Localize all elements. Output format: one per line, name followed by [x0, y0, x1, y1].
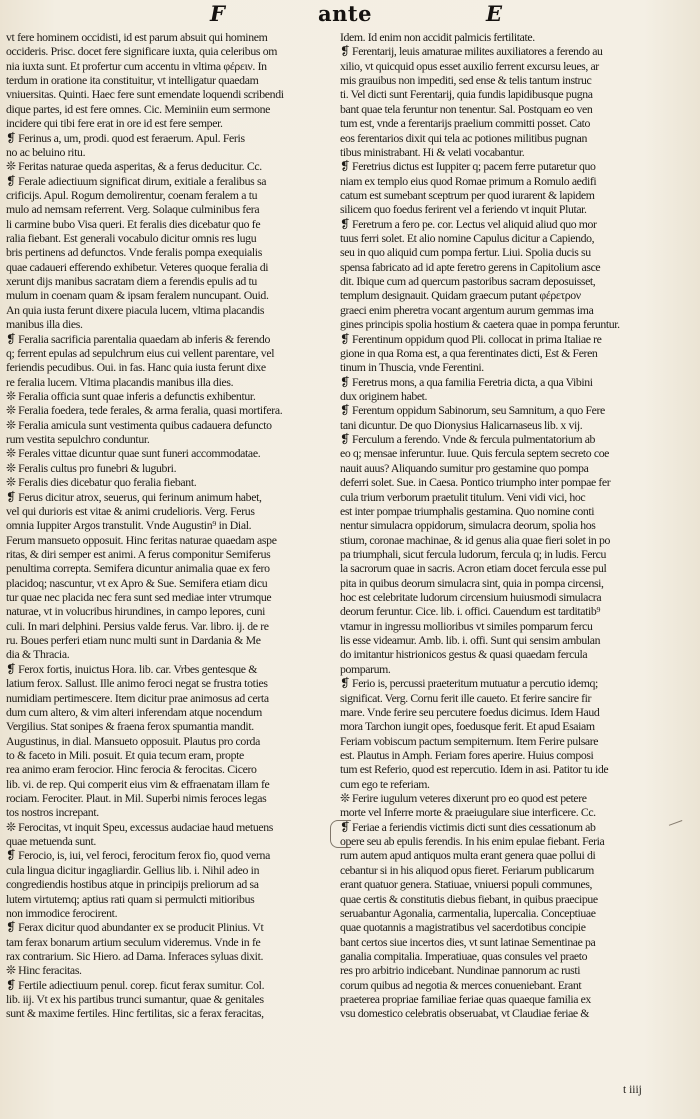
right-column-line: stium, coronae machinae, & id genus alia quae fieri solet in po: [340, 532, 610, 547]
left-column-line: dum cum altero, & vim alteri inferendam atque nocendum: [6, 704, 262, 719]
right-column-line: quae certis & constitutis diebus fiebant, in quibus praecipue: [340, 891, 598, 906]
left-column-line: ❊ Feralis dies dicebatur quo feralia fiebant.: [6, 475, 197, 490]
left-column-line: vniuersitas. Quinti. Haec fere sunt emendate loquendi scribendi: [6, 87, 284, 102]
signature-mark: t iiij: [623, 1084, 642, 1096]
right-column-line: ❊ Ferire iugulum veteres dixerunt pro eo quod est petere: [340, 791, 587, 806]
right-column-line: est. Plautus in Amph. Feriam fores aperire. Huius composi: [340, 747, 594, 762]
right-column-line: tuus ferri solet. Et alio nomine Capulus dicitur a Capiendo,: [340, 231, 595, 246]
right-column-line: graeci enim pheretra vocant argentum aurum gemmas ima: [340, 302, 594, 317]
right-column-line: tum est, vnde a ferentarijs praelium committi posset. Cato: [340, 116, 591, 131]
left-column-line: rociam. Ferociter. Plaut. in Mil. Superbi nimis feroces legas: [6, 791, 267, 806]
left-column-line: ❡ Ferinus a, um, prodi. quod est feraerum. Apul. Feris: [6, 130, 245, 145]
left-column-line: terdum in oratione ita constituitur, vt intelligatur quaedam: [6, 73, 259, 88]
left-column-line: to & faceto in Mili. posuit. Et quia tecum eram, propte: [6, 747, 244, 762]
right-column-line: pa triumphali, sicut fercula ludorum, fercula q; in ludis. Fercu: [340, 546, 606, 561]
right-column-line: ti. Vel dicti sunt Ferentarij, quia fundis lapidibusque pugna: [340, 87, 593, 102]
right-column-line: eos ferentarios dixit qui tela ac potiones militibus pugnan: [340, 130, 588, 145]
right-column-line: vsu domestico celebratis obseruabat, vt Claudiae feriae &: [340, 1006, 590, 1021]
handwritten-bracket-mark: [330, 820, 351, 848]
right-column-line: templum designauit. Quidam graecum putant φέρετρον: [340, 288, 581, 303]
running-head-letter-left: F: [210, 1, 225, 26]
right-column-line: quae quotannis a magistratibus vel sacerdotibus concipie: [340, 920, 586, 935]
right-column-line: res pro arbitrio indicebant. Nundinae pannorum ac rusti: [340, 963, 581, 978]
right-column-line: do imitantur histrionicos gestus & quasi quaedam fercula: [340, 647, 588, 662]
left-column-line: quae metuenda sunt.: [6, 834, 96, 849]
left-column-line: lutem virtutemq; aptius rati quam si permulcti mitioribus: [6, 891, 255, 906]
left-column-line: incidere qui tibi fere erat in ore id est fere semper.: [6, 116, 223, 131]
left-column-line: re feralia lucem. Vltima placandis manibus illa dies.: [6, 374, 234, 389]
right-column-line: nentur simulacra oppidorum, simulacra deorum, spolia hos: [340, 518, 596, 533]
right-column-line: mora Tarchon iungit opes, foedusque ferit. Et apud Esaiam: [340, 719, 595, 734]
right-column-line: cula trium verborum praetulit titulum. Veni vidi vici, hoc: [340, 489, 586, 504]
left-column-line: ❡ Fertile adiectiuum penul. corep. ficut ferax sumitur. Col.: [6, 977, 265, 992]
right-column-line: rum autem apud antiquos multa erant genera quae pollui di: [340, 848, 596, 863]
left-column-line: non immodice ferocirent.: [6, 905, 118, 920]
right-column-line: ❡ Feretrus mons, a qua familia Feretria dicta, a qua Vibini: [340, 374, 593, 389]
left-column-line: li carmine bubo Visa queri. Et feralis dies dicebatur quo fe: [6, 216, 261, 231]
running-head-title: ante: [318, 1, 372, 26]
right-column-line: bant certos siue incertos dies, vt sunt latinae Sementinae pa: [340, 934, 596, 949]
left-column-line: lib. vi. de rep. Qui comperit eius vim & effraenatam illam fe: [6, 776, 270, 791]
left-column-line: penultima correpta. Semifera dicuntur animalia quae ex fero: [6, 561, 270, 576]
left-column-line: Vergilius. Stat sonipes & fraena ferox spumantia mandit.: [6, 719, 254, 734]
left-column-line: ❡ Ferocio, is, iui, vel feroci, ferocitum ferox fio, quod verna: [6, 848, 270, 863]
left-column-line: lib. iij. Vt ex his partibus trunci sumantur, quae & genitales: [6, 992, 264, 1007]
left-column-line: vt fere hominem occidisti, id est parum absuit qui hominem: [6, 30, 268, 44]
left-column-line: rea animo eram ferocior. Hinc ferocia & ferocitas. Cicero: [6, 762, 257, 777]
right-column-line: lis esse videamur. Amb. lib. i. offi. Sunt qui sensim ambulan: [340, 633, 601, 648]
right-column-line: tani dicuntur. De quo Dionysius Halicarnaseus lib. x vij.: [340, 417, 583, 432]
left-column-line: ❊ Feritas naturae queda asperitas, & a ferus deducitur. Cc.: [6, 159, 262, 174]
right-column-line: bant quae tela feruntur non tenentur. Sal. Postquam eo ven: [340, 101, 593, 116]
left-column-line: feriendis pecudibus. Oui. in fas. Hanc quia iusta ferunt dixe: [6, 360, 266, 375]
right-column-line: xilio, vt quicquid opus esset auxilio ferrent excursu leues, ar: [340, 58, 599, 73]
right-column-line: praeterea propriae familiae feriae quas quaeque familia ex: [340, 992, 591, 1007]
right-column-line: seu in quo aliquid cum pompa fertur. Liui. Spolia ducis su: [340, 245, 591, 260]
right-column-line: seruabantur Agonalia, carmentalia, lupercalia. Conceptiuae: [340, 905, 596, 920]
right-column-line: la sacrorum quae in sacris. Acron etiam docet fercula esse pul: [340, 561, 607, 576]
left-column-line: tam ferax bonarum artium seculum videremus. Vnde in fe: [6, 934, 261, 949]
right-column-line: tibus ministrabant. Hi & velati vocabantur.: [340, 144, 525, 159]
right-column-line: morte vel Inferre morte & praeiugulare siue interficere. Cc.: [340, 805, 596, 820]
right-column-line: ❡ Ferentarij, leuis amaturae milites auxiliatores a ferendo au: [340, 44, 603, 59]
right-column-line: gione in qua Roma est, a qua ferentinates dicti, Est & Feren: [340, 345, 598, 360]
right-column-line: ❡ Feriae a feriendis victimis dicti sunt dies cessationum ab: [340, 819, 596, 834]
left-column-line: Augustinus, in dial. Mansueto opposuit. Plautus pro corda: [6, 733, 260, 748]
right-column-line: gines principis spolia hostium & caetera quae in pompa feruntur.: [340, 317, 620, 332]
right-column-line: deferri solet. Sue. in Caesa. Pontico triumpho inter pompae fer: [340, 475, 611, 490]
right-column-line: tum est Referio, quod est repercutio. Idem in asi. Patitor tu ide: [340, 762, 609, 777]
right-column-line: mare. Vnde ferire seu percutere foedus dicimus. Idem Haud: [340, 704, 600, 719]
left-column-line: naturae, vt in volucribus hirundines, in campo lepores, cuni: [6, 604, 266, 619]
right-column-line: significat. Verg. Cornu ferit ille caueto. Et ferire sancire fir: [340, 690, 592, 705]
left-column-line: dia & Thracia.: [6, 647, 70, 662]
right-column-line: Idem. Id enim non accidit palmicis fertilitate.: [340, 30, 535, 44]
left-text-column: [6, 30, 322, 1021]
right-column-line: cum ego te referiam.: [340, 776, 430, 791]
right-column-line: ganalia compitalia. Imperatiuae, quas consules vel praeto: [340, 949, 588, 963]
left-column-line: numidiam pertimescere. Item dicitur prae animosus ad certa: [6, 690, 269, 705]
right-column-line: Feriam vobiscum pactum sempiternum. Item Ferire pulsare: [340, 733, 599, 748]
left-column-line: sunt & maxime fertiles. Hinc fertilitas, sic a ferax feracitas,: [6, 1006, 264, 1021]
left-column-line: ❡ Ferox fortis, inuictus Hora. lib. car. Vrbes gentesque &: [6, 661, 258, 676]
right-column-line: ❡ Feretrius dictus est Iuppiter q; pacem ferre putaretur quo: [340, 159, 596, 174]
left-column-line: no ac beluino ritu.: [6, 144, 86, 159]
left-column-line: Ferum mansueto opposuit. Hinc feritas naturae quaedam aspe: [6, 532, 277, 547]
right-column-line: ❡ Ferculum a ferendo. Vnde & fercula pulmentatorium ab: [340, 432, 596, 447]
left-column-line: nia iuxta sunt. Et profertur cum accentu in vltima φέρειν. In: [6, 58, 267, 73]
left-column-line: xerunt dijs manibus sacratam diem a ferendis epulis ad tu: [6, 274, 257, 289]
right-column-line: ❡ Feretrum a fero pe. cor. Lectus vel aliquid aliud quo mor: [340, 216, 597, 231]
right-column-line: cebantur si in his aliquod opus fieret. Feriarum publicarum: [340, 862, 594, 877]
left-column-line: placidoq; nascuntur, vt ex Apro & Sue. Semifera etiam dicu: [6, 575, 268, 590]
left-column-line: crificijs. Apul. Rogum demolirentur, coenam feralem a tu: [6, 187, 258, 202]
left-column-line: congrediendis hostibus atque in principijs preliorum ad sa: [6, 877, 259, 892]
left-column-line: manibus illa dies.: [6, 317, 83, 332]
right-column-line: ❡ Ferentum oppidum Sabinorum, seu Samnitum, a quo Fere: [340, 403, 605, 418]
left-column-line: mulo ad nemsam referrent. Verg. Solaque culminibus fera: [6, 202, 260, 217]
left-column-line: ❊ Feralis cultus pro funebri & lugubri.: [6, 460, 177, 475]
right-column-line: spensa fabricato ad id apte feretro gerens in Capitolium asce: [340, 259, 601, 274]
right-column-line: hoc est celebritate ludorum circensium huiusmodi simulacra: [340, 590, 602, 605]
right-column-line: pita in quibus deorum simulacra sint, quia in pompa circensi,: [340, 575, 604, 590]
left-column-line: ❊ Hinc feracitas.: [6, 963, 82, 978]
left-column-line: ❡ Ferale adiectiuum significat dirum, exitiale a feralibus sa: [6, 173, 267, 188]
left-column-line: ralia fiebant. Est generali vocabulo dicitur omnis res lugu: [6, 231, 257, 246]
left-column-line: tur quae nec placida nec fera sunt sed mediae inter vtrumque: [6, 590, 272, 605]
left-column-line: rum vestita sepulchro conduntur.: [6, 432, 150, 447]
right-column-line: opere seu ab epulis ferendis. In his enim epulae fiebant. Feria: [340, 834, 605, 849]
left-column-line: ❊ Ferales vittae dicuntur quae sunt funeri accommodatae.: [6, 446, 261, 461]
left-column-line: bris pertinens ad defunctos. Vnde feralis pompa exequialis: [6, 245, 262, 260]
left-column-line: An quia iusta ferunt dixere piacula lucem, vltima placandis: [6, 302, 265, 317]
left-column-line: tos nostros increpant.: [6, 805, 99, 820]
left-column-line: ❡ Ferax dicitur quod abundanter ex se producit Plinius. Vt: [6, 920, 264, 935]
right-column-line: niam ex templo eius quod Romae primum a Romulo aedifi: [340, 173, 597, 188]
left-column-line: ❊ Feralia foedera, tede ferales, & arma feralia, quasi mortifera.: [6, 403, 283, 418]
right-column-line: deorum feruntur. Cice. lib. i. offici. Cauendum est tarditatib⁹: [340, 604, 601, 619]
left-column-line: dique partes, id est fere omnes. Cic. Meminiin eum sermone: [6, 101, 271, 116]
left-column-line: mulum in coenam quam & ipsam feralem nuncupant. Ouid.: [6, 288, 269, 303]
right-column-line: silicem quo foedus ferirent vel a feriendo vt inquit Plutar.: [340, 202, 587, 217]
right-column-line: mis grauibus non impediti, sed ense & telis tantum instruc: [340, 73, 592, 88]
right-column-line: dit. Ibique cum ad quercum pastoribus sacram deposuisset,: [340, 274, 596, 289]
left-column-line: quae cadaueri efferendo exhibetur. Veteres quoque feralia di: [6, 259, 269, 274]
right-column-line: vtamur in ingressu mollioribus vt similes pomparum fercu: [340, 618, 593, 633]
left-column-line: vel qui durioris est vitae & animi crudelioris. Verg. Ferus: [6, 503, 255, 518]
right-column-line: eo q; mensae inferuntur. Iuue. Quis fercula septem secreto coe: [340, 446, 610, 461]
left-column-line: latium ferox. Sallust. Ille animo feroci negat se frustra toties: [6, 676, 268, 691]
right-text-column: [340, 30, 683, 1021]
running-head-letter-right: E: [486, 1, 503, 26]
right-column-line: pomparum.: [340, 661, 391, 676]
left-column-line: ❊ Ferocitas, vt inquit Speu, excessus audaciae haud metuens: [6, 819, 274, 834]
right-column-line: ❡ Ferio is, percussi praeteritum mutuatur a percutio idemq;: [340, 676, 598, 691]
left-column-line: q; ferrent epulas ad sepulchrum eius cui vellent parentare, vel: [6, 345, 275, 360]
left-column-line: ❊ Feralia officia sunt quae inferis a defunctis exhibentur.: [6, 388, 256, 403]
left-column-line: rax contrarium. Sic Hiero. ad Dama. Inferaces syluas dixit.: [6, 949, 264, 963]
right-column-line: corum quibus ad negotia & merces conueniebant. Erant: [340, 977, 582, 992]
left-column-line: ❡ Ferus dicitur atrox, seuerus, qui ferinum animum habet,: [6, 489, 262, 504]
right-column-line: catum est sumebant sceptrum per quod iurarent & lapidem: [340, 187, 595, 202]
left-column-line: ❊ Feralia amicula sunt vestimenta quibus cadauera defuncto: [6, 417, 272, 432]
right-column-line: erant quatuor genera. Statiuae, vniuersi populi communes,: [340, 877, 593, 892]
left-column-line: cula lingua dicitur ingagliardir. Gellius lib. i. Nihil adeo in: [6, 862, 260, 877]
right-column-line: est inter pompae triumphalis gestamina. Quo nomine conti: [340, 503, 595, 518]
right-column-line: tinum in Thuscia, vnde Ferentini.: [340, 360, 484, 375]
left-column-line: ru. Boues perferi etiam nunc multi sunt in Dardania & Me: [6, 633, 261, 648]
left-column-line: occideris. Prisc. docet fere significare iuxta, quia celeribus om: [6, 44, 278, 59]
right-column-line: dux originem habet.: [340, 388, 428, 403]
left-column-line: ❡ Feralia sacrificia parentalia quaedam ab inferis & ferendo: [6, 331, 271, 346]
left-column-line: omnia Iuppiter Argos transtulit. Vnde Augustin⁹ in Dial.: [6, 518, 252, 533]
left-column-line: culi. In mari delphini. Persius valde ferus. Var. libro. ij. de re: [6, 618, 269, 633]
running-head: [0, 2, 700, 28]
left-column-line: ritas, & diri semper est animi. A ferus componitur Semiferus: [6, 546, 271, 561]
right-column-line: nauit auus? Aliquando sumitur pro gestamine quo pompa: [340, 460, 589, 475]
right-column-line: ❡ Ferentinum oppidum quod Pli. collocat in prima Italiae re: [340, 331, 602, 346]
